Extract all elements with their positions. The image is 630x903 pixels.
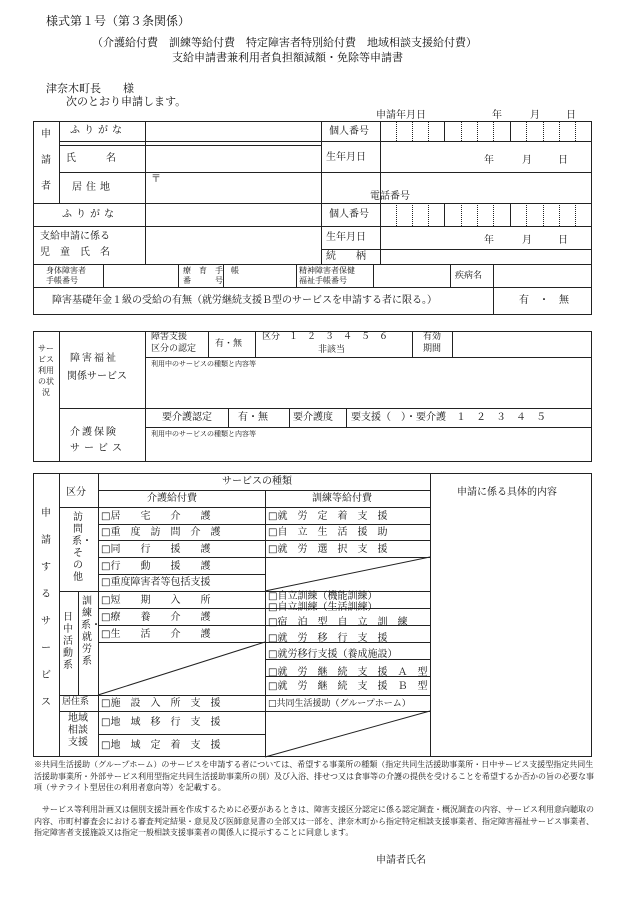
valid-label-2: 期間 — [423, 344, 442, 354]
category-label-1: 障害支援 — [151, 332, 188, 342]
care-label-1: 介護保険 — [70, 427, 118, 438]
applicant-label-2: 請 — [41, 155, 51, 166]
kunren-item-transition-training-facility[interactable]: □就労移行支援（養成施設） — [268, 649, 398, 660]
kaigo-item-living-care[interactable]: □生 活 介 護 — [101, 629, 211, 640]
date-label: 申請年月日 — [376, 110, 426, 121]
kunren-header: 訓練等給付費 — [312, 493, 372, 504]
disease-label: 疾病名 — [455, 271, 483, 281]
kinds-header: サービスの種類 — [222, 476, 292, 487]
physical-card-label-1: 身体障害者 — [46, 266, 86, 275]
physical-card-label-2: 手帳番号 — [46, 276, 78, 285]
applicant-birth-year: 年 — [484, 155, 494, 166]
kaigo-item-facility[interactable]: □施 設 入 所 支 援 — [101, 698, 221, 709]
date-day: 日 — [566, 110, 576, 121]
kaigo-item-medical-care[interactable]: □療 養 介 護 — [101, 612, 211, 623]
welfare-label-1: 障害福祉 — [70, 353, 118, 364]
date-year: 年 — [492, 110, 502, 121]
consent-text: サービス等利用計画又は個別支援計画を作成するために必要があるときは、障害支援区分認定に係る認定調査・概況調査の内容、サービス利用意向聴取の内容、市町村審査会における審査判定結果・意見及び医師意見書の全部又は一部を、津奈木町から指定特定相談支援事業者、指定障害福祉サービス事業者、指定障害者支援施設又は指定一般相談支援事業者の関係人に提示することに同意します。 — [34, 805, 594, 837]
child-birth-day: 日 — [558, 235, 568, 246]
form-number: 様式第１号（第３条関係） — [46, 14, 191, 28]
applicant-birth-day: 日 — [558, 155, 568, 166]
form-title: 支給申請書兼利用者負担額減額・免除等申請書 — [172, 51, 403, 64]
care-cert-label: 要介護認定 — [162, 412, 212, 423]
services-section-label: 申請するサービス — [41, 508, 51, 708]
pension-question: 障害基礎年金１級の受給の有無（就労継続支援Ｂ型のサービスを申請する者に限る。） — [52, 295, 437, 306]
child-birth-year: 年 — [484, 235, 494, 246]
addressee: 津奈木町長 様 — [46, 82, 134, 95]
kaigo-item-comprehensive[interactable]: □重度障害者等包括支援 — [101, 577, 211, 588]
form-subtitle: （介護給付費 訓練等給付費 特定障害者特別給付費 地域相談支援給付費） — [92, 36, 477, 49]
child-furigana-label: ふりがな — [62, 209, 118, 220]
lead-text: 次のとおり申請します。 — [66, 95, 187, 108]
applicant-label-3: 者 — [41, 181, 51, 192]
kaigo-item-transition[interactable]: □地 域 移 行 支 援 — [101, 717, 221, 728]
category-yes-no: 有・無 — [215, 339, 243, 349]
kunren-item-selection[interactable]: □就 労 選 択 支 援 — [268, 544, 388, 555]
applicant-personal-no-label: 個人番号 — [329, 126, 369, 137]
kaigo-item-behavior[interactable]: □行 動 援 護 — [101, 561, 211, 572]
detail-header: 申請に係る具体的内容 — [457, 487, 557, 498]
kaigo-item-settlement[interactable]: □地 域 定 着 支 援 — [101, 740, 221, 751]
rehab-card-label-2: 番 号 — [183, 276, 223, 285]
child-personal-no-label: 個人番号 — [329, 209, 369, 220]
applicant-birth-month: 月 — [522, 155, 532, 166]
applicant-birth-label: 生年月日 — [326, 152, 366, 163]
applicant-furigana-label: ふりがな — [70, 125, 126, 136]
group-training: 訓練系・就労系 — [81, 596, 101, 667]
kaigo-item-short-stay[interactable]: □短 期 入 所 — [101, 595, 211, 606]
valid-label-1: 有効 — [423, 332, 442, 342]
kunren-item-function-training[interactable]: □自立訓練（機能訓練） — [268, 591, 378, 602]
kunren-item-life-training[interactable]: □自立訓練（生活訓練） — [268, 602, 378, 613]
group-visit: 訪問系・その他 — [72, 512, 92, 583]
postal-mark: 〒 — [151, 174, 161, 185]
kunren-item-continuation-b[interactable]: □就 労 継 続 支 援 Ｂ 型 — [268, 681, 428, 692]
child-name-label-1: 支給申請に係る — [40, 231, 110, 242]
kunren-item-transition[interactable]: □就 労 移 行 支 援 — [268, 633, 388, 644]
kaigo-item-severe-visit[interactable]: □重 度 訪 問 介 護 — [101, 527, 221, 538]
kunren-item-group-home[interactable]: □共同生活援助（グループホーム） — [268, 699, 411, 709]
mental-card-label-2: 福祉手帳番号 — [299, 276, 347, 285]
group-daytime: 日中活動系 — [63, 612, 73, 671]
applicant-address-label: 居住地 — [72, 182, 114, 193]
kaigo-item-accompany[interactable]: □同 行 援 護 — [101, 544, 211, 555]
child-birth-month: 月 — [522, 235, 532, 246]
care-scale: 要支援（ ）・要介護 １ ２ ３ ４ ５ — [351, 412, 546, 423]
usage-section-label: サービス利用の状況 — [38, 344, 54, 397]
applicant-label-1: 申 — [41, 129, 51, 140]
kunren-item-retention[interactable]: □就 労 定 着 支 援 — [268, 511, 388, 522]
mental-card-label-1: 精神障害者保健 — [299, 266, 355, 275]
child-birth-label: 生年月日 — [326, 232, 366, 243]
applicant-name-label: 氏 名 — [66, 153, 116, 164]
child-name-label-2: 児 童 氏 名 — [40, 247, 110, 258]
care-in-use-label: 利用中のサービスの種類と内容等 — [151, 430, 256, 438]
signature-label: 申請者氏名 — [376, 855, 426, 866]
welfare-label-2: 関係サービス — [67, 371, 127, 382]
kunren-item-lodging-training[interactable]: □宿 泊 型 自 立 訓 練 — [268, 617, 408, 628]
phone-label: 電話番号 — [370, 191, 410, 202]
kaigo-header: 介護給付費 — [147, 493, 197, 504]
care-label-2: サービス — [70, 443, 126, 454]
date-month: 月 — [530, 110, 540, 121]
not-applicable: 非該当 — [318, 345, 346, 355]
pension-answer: 有 ・ 無 — [519, 295, 569, 306]
kubun-header: 区分 — [66, 487, 86, 498]
child-relation-label: 続 柄 — [326, 251, 366, 262]
kaigo-item-home-care[interactable]: □居 宅 介 護 — [101, 511, 211, 522]
care-yes-no: 有・無 — [238, 412, 268, 423]
kunren-item-continuation-a[interactable]: □就 労 継 続 支 援 Ａ 型 — [268, 667, 428, 678]
group-home-note: ※共同生活援助（グループホーム）のサービスを申請する者については、希望する事業所の種類（指定共同生活援助事業所・日中サービス支援型指定共同生活援助事業所・外部サービス利用型指定共同生活援助事業所の別）及び入浴、排せつ又は食事等の介護の提供を受けることを希望するか否かの旨の必要な事項（サテライト型居住の利用者意向等）を記載する。 — [34, 760, 594, 792]
group-residence: 居住系 — [62, 697, 90, 707]
kunren-item-independent-living[interactable]: □自 立 生 活 援 助 — [268, 527, 388, 538]
welfare-in-use-label: 利用中のサービスの種類と内容等 — [151, 360, 256, 368]
category-scale: 区分 １ ２ ３ ４ ５ ６ — [262, 332, 389, 342]
rehab-card-label-1: 療 育 手 帳 — [183, 266, 239, 275]
group-community: 地域相談支援 — [68, 713, 88, 748]
care-level-label: 要介護度 — [293, 412, 333, 423]
category-label-2: 区分の認定 — [151, 344, 197, 354]
